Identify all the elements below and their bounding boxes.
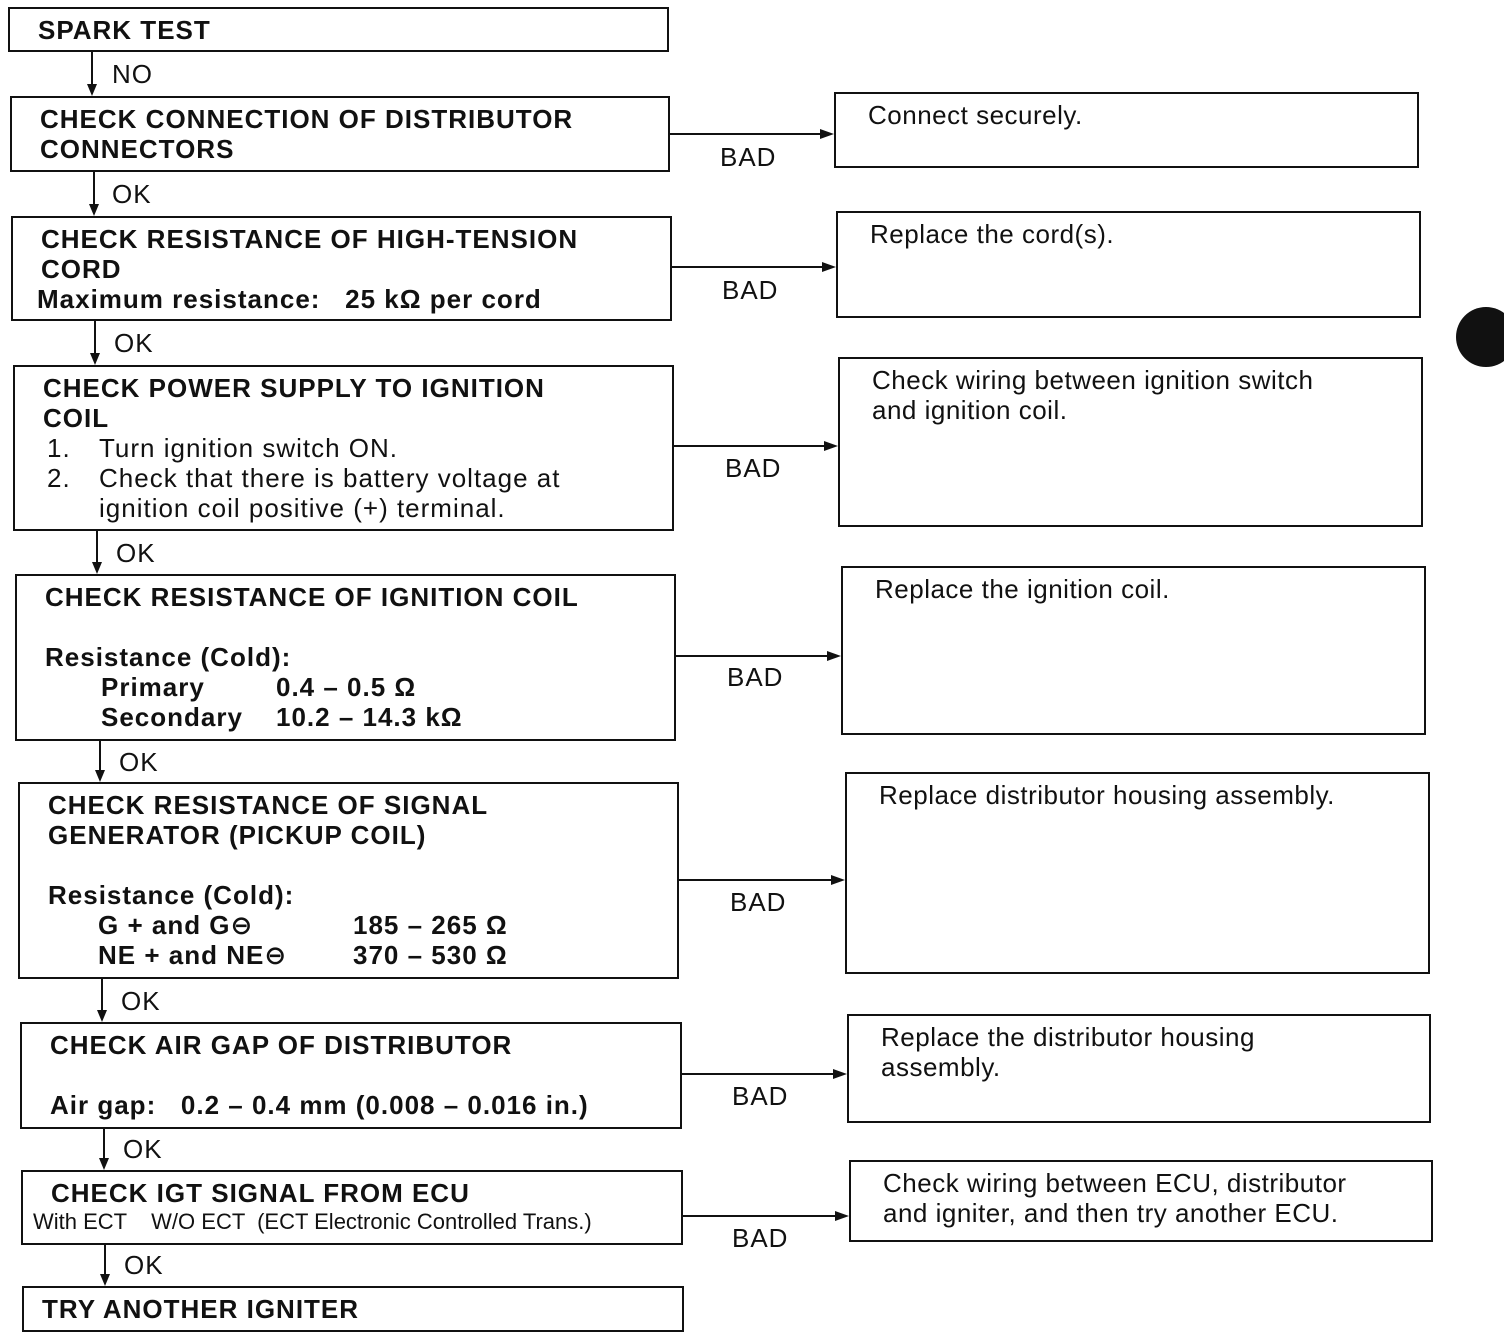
arrow-right-icon — [835, 1211, 849, 1221]
step-igt-signal — [21, 1170, 683, 1245]
remedy-text-line1: Replace the distributor housing — [881, 1022, 1255, 1052]
connector-down — [101, 979, 103, 1011]
connector-right — [670, 133, 821, 135]
remedy-text-line2: and ignition coil. — [872, 395, 1068, 425]
remedy-replace-coil — [841, 566, 1426, 735]
arrow-right-icon — [820, 129, 834, 139]
connector-down — [91, 52, 93, 85]
arrow-down-icon — [100, 1274, 110, 1286]
remedy-replace-cords — [836, 211, 1421, 318]
flow-label-bad: BAD — [727, 662, 784, 692]
step-ignition-coil-resistance — [15, 574, 676, 741]
step-title: CHECK IGT SIGNAL FROM ECU — [51, 1178, 470, 1208]
remedy-text-line2: assembly. — [881, 1052, 1001, 1082]
step-spec: Maximum resistance: 25 kΩ per cord — [37, 284, 542, 314]
flow-label-bad: BAD — [732, 1223, 789, 1253]
step-spark-test — [8, 7, 669, 52]
arrow-down-icon — [89, 204, 99, 216]
step-title: CHECK AIR GAP OF DISTRIBUTOR — [50, 1030, 513, 1060]
remedy-connect — [834, 92, 1419, 168]
spec-value: 370 – 530 Ω — [353, 940, 508, 970]
page-tab-marker — [1456, 307, 1504, 367]
step-signal-generator — [18, 782, 679, 979]
spec-label: G + and G⊖ — [98, 910, 254, 940]
step-air-gap — [20, 1022, 682, 1129]
flow-label-bad: BAD — [725, 453, 782, 483]
step-title-line1: CHECK POWER SUPPLY TO IGNITION — [43, 373, 545, 403]
step-igniter — [22, 1286, 684, 1332]
flow-label-ok: OK — [121, 986, 161, 1016]
step-title: CHECK RESISTANCE OF IGNITION COIL — [45, 582, 579, 612]
connector-right — [679, 879, 832, 881]
flow-label-ok: OK — [123, 1134, 163, 1164]
step-power-supply — [13, 365, 674, 531]
spec-ne — [48, 940, 667, 970]
connector-down — [93, 172, 95, 205]
step-title-line1: CHECK CONNECTION OF DISTRIBUTOR — [40, 104, 574, 134]
spec-value: 10.2 – 14.3 kΩ — [276, 702, 463, 732]
connector-right — [674, 445, 825, 447]
connector-down — [96, 531, 98, 563]
connector-right — [682, 1073, 834, 1075]
spec-label: Primary — [101, 672, 205, 702]
arrow-right-icon — [831, 875, 845, 885]
step-instruction-2 — [47, 463, 662, 493]
step-spec: Air gap: 0.2 – 0.4 mm (0.008 – 0.016 in.) — [50, 1090, 589, 1120]
step-instruction-2-cont: ignition coil positive (+) terminal. — [99, 493, 506, 523]
remedy-text: Replace distributor housing assembly. — [879, 780, 1335, 810]
connector-down — [94, 321, 96, 354]
spec-secondary — [45, 702, 664, 732]
remedy-text: Replace the cord(s). — [870, 219, 1115, 249]
step-instruction-1 — [47, 433, 662, 463]
step-high-tension-cord — [11, 216, 672, 321]
arrow-down-icon — [99, 1158, 109, 1170]
remedy-text-line1: Check wiring between ECU, distributor — [883, 1168, 1347, 1198]
step-note: With ECT W/O ECT (ECT Electronic Controlled Trans.) — [33, 1209, 592, 1234]
flow-label-ok: OK — [114, 328, 154, 358]
spec-label: NE + and NE⊖ — [98, 940, 288, 970]
arrow-down-icon — [92, 562, 102, 574]
remedy-text-line1: Check wiring between ignition switch — [872, 365, 1314, 395]
flow-label-no: NO — [112, 59, 153, 89]
step-title: TRY ANOTHER IGNITER — [42, 1294, 360, 1324]
step-title-line1: CHECK RESISTANCE OF HIGH-TENSION — [41, 224, 579, 254]
step-title-line1: CHECK RESISTANCE OF SIGNAL — [48, 790, 489, 820]
spec-heading: Resistance (Cold): — [45, 642, 292, 672]
flow-label-ok: OK — [119, 747, 159, 777]
connector-right — [676, 655, 828, 657]
flow-label-bad: BAD — [722, 275, 779, 305]
step-title-line2: GENERATOR (PICKUP COIL) — [48, 820, 427, 850]
arrow-right-icon — [833, 1069, 847, 1079]
remedy-ecu — [849, 1160, 1433, 1242]
flow-label-ok: OK — [116, 538, 156, 568]
spec-label: Secondary — [101, 702, 243, 732]
spec-value: 185 – 265 Ω — [353, 910, 508, 940]
step-number: 2. — [47, 463, 71, 493]
flow-label-bad: BAD — [730, 887, 787, 917]
step-number: 1. — [47, 433, 71, 463]
arrow-down-icon — [90, 353, 100, 365]
spec-g — [48, 910, 667, 940]
arrow-down-icon — [95, 770, 105, 782]
connector-right — [683, 1215, 836, 1217]
arrow-down-icon — [97, 1010, 107, 1022]
step-title-line2: CONNECTORS — [40, 134, 235, 164]
remedy-text-line2: and igniter, and then try another ECU. — [883, 1198, 1339, 1228]
step-distributor-connectors — [10, 96, 670, 172]
connector-down — [103, 1129, 105, 1159]
step-text: Check that there is battery voltage at — [99, 463, 561, 493]
connector-down — [99, 741, 101, 771]
arrow-right-icon — [827, 651, 841, 661]
spec-value: 0.4 – 0.5 Ω — [276, 672, 417, 702]
remedy-text: Connect securely. — [868, 100, 1083, 130]
step-title: SPARK TEST — [38, 15, 211, 45]
remedy-replace-housing — [845, 772, 1430, 974]
arrow-right-icon — [822, 262, 836, 272]
spec-primary — [45, 672, 664, 702]
step-text: Turn ignition switch ON. — [99, 433, 399, 463]
spec-heading: Resistance (Cold): — [48, 880, 295, 910]
remedy-wiring-switch — [838, 357, 1423, 527]
arrow-down-icon — [87, 84, 97, 96]
flow-label-ok: OK — [124, 1250, 164, 1280]
flow-label-bad: BAD — [720, 142, 777, 172]
arrow-right-icon — [824, 441, 838, 451]
step-title-line2: CORD — [41, 254, 122, 284]
connector-down — [104, 1245, 106, 1275]
remedy-text: Replace the ignition coil. — [875, 574, 1170, 604]
remedy-replace-housing-2 — [847, 1014, 1431, 1123]
flow-label-bad: BAD — [732, 1081, 789, 1111]
flow-label-ok: OK — [112, 179, 152, 209]
step-title-line2: COIL — [43, 403, 110, 433]
connector-right — [672, 266, 823, 268]
